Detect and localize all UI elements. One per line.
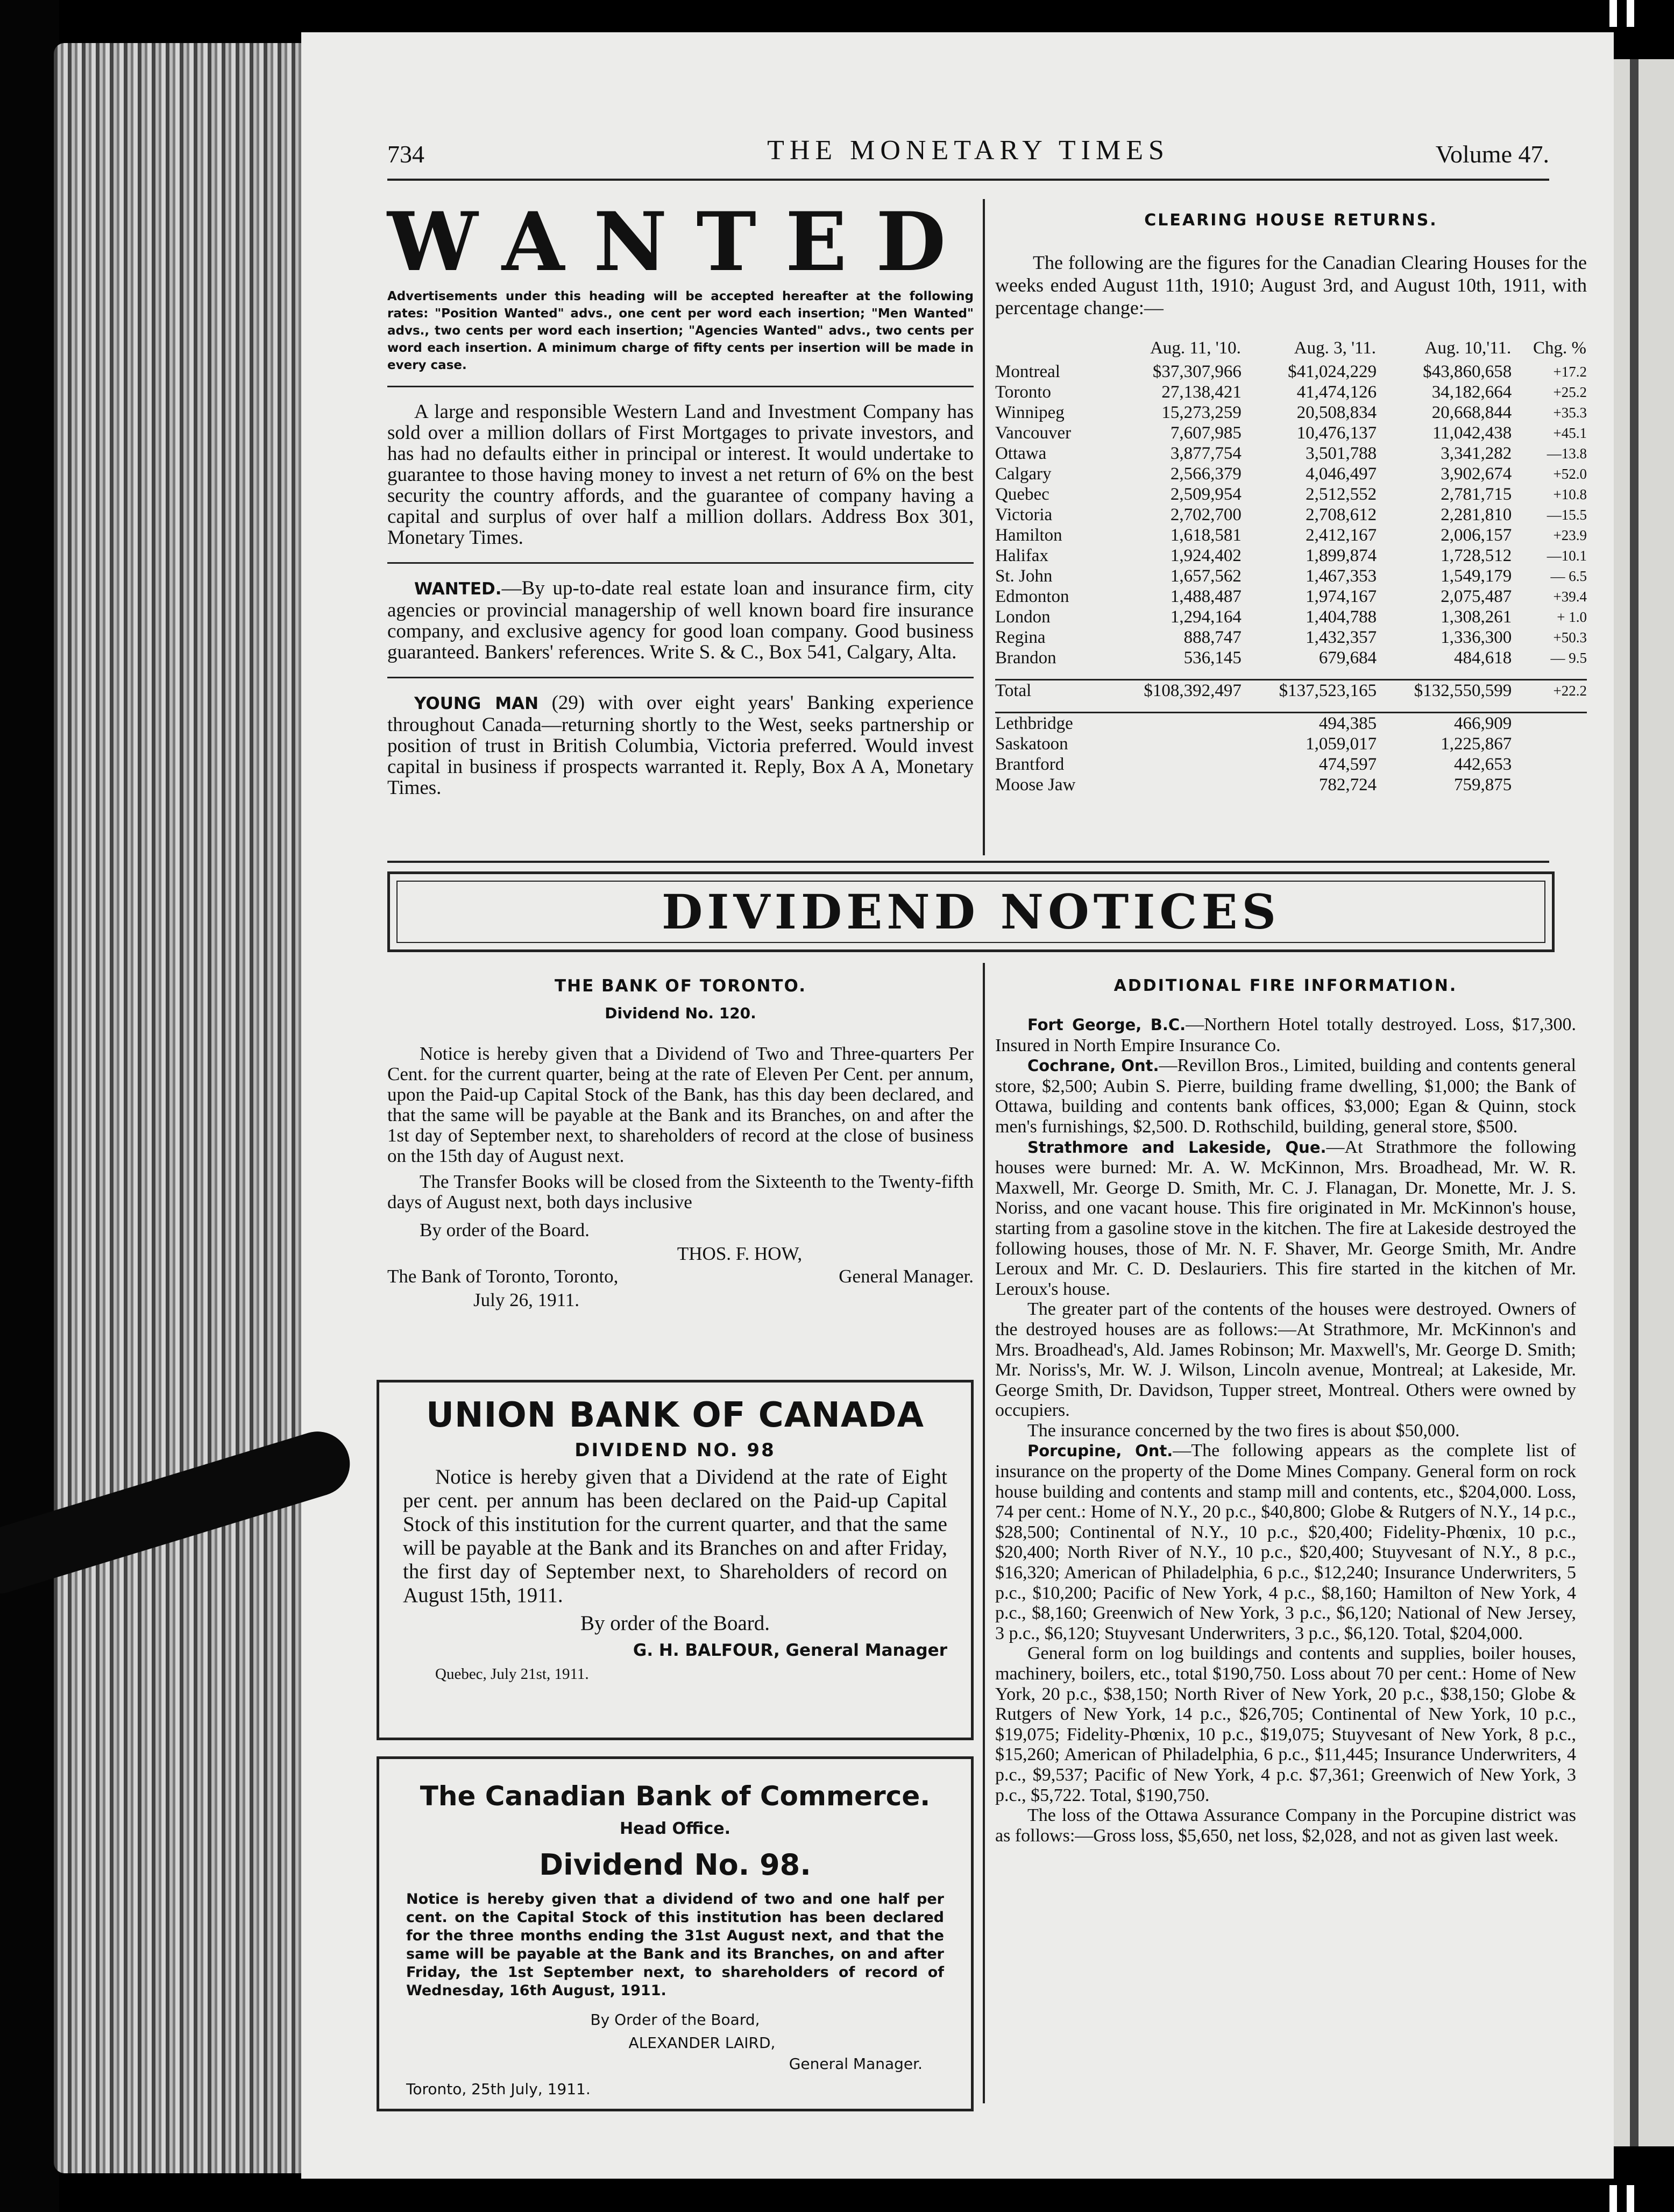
city-cell: Hamilton <box>995 526 1062 545</box>
value-cell: 10,476,137 <box>1296 423 1377 443</box>
place-lead: Fort George, B.C. <box>1027 1016 1186 1034</box>
ad-young-man <box>387 692 974 798</box>
value-cell: 1,336,300 <box>1441 628 1512 647</box>
table-row <box>995 775 1587 795</box>
table-row <box>995 443 1587 464</box>
value-cell <box>1106 754 1242 775</box>
table-row <box>995 566 1587 586</box>
value-cell: 1,225,867 <box>1441 734 1512 754</box>
volume-label: Volume 47. <box>1435 140 1549 168</box>
ad-lead: WANTED. <box>414 579 502 599</box>
toronto-signature-line <box>387 1266 974 1287</box>
divider <box>387 677 974 678</box>
value-cell: 2,075,487 <box>1441 587 1512 606</box>
next-page-sliver <box>1614 59 1674 2146</box>
value-cell: 3,501,788 <box>1306 444 1377 463</box>
value-cell: 1,308,261 <box>1441 607 1512 627</box>
value-cell: 484,618 <box>1453 648 1512 668</box>
value-cell: — 9.5 <box>1550 650 1587 666</box>
city-cell: Total <box>995 681 1032 700</box>
toronto-signer: THOS. F. HOW, <box>677 1243 803 1264</box>
clearing-house-section <box>995 211 1587 795</box>
fire-strathmore <box>995 1137 1576 1300</box>
value-cell: 1,432,357 <box>1306 628 1377 647</box>
commerce-signer: ALEXANDER LAIRD, <box>628 2034 776 2052</box>
clearing-table <box>995 337 1587 795</box>
city-cell: Ottawa <box>995 444 1047 463</box>
banner-inner-border <box>396 881 1545 943</box>
table-row <box>995 402 1587 423</box>
table-row <box>995 382 1587 402</box>
journal-title: THE MONETARY TIMES <box>767 135 1169 166</box>
city-cell: Winnipeg <box>995 403 1065 422</box>
toronto-place: The Bank of Toronto, Toronto, <box>387 1266 619 1287</box>
value-cell <box>1106 775 1242 795</box>
value-cell: 3,877,754 <box>1170 444 1242 463</box>
city-cell: St. John <box>995 566 1053 586</box>
table-row <box>995 586 1587 607</box>
city-cell: Toronto <box>995 382 1052 402</box>
fire-text: —The following appears as the complete list of insurance on the property of the Dome Mines Company. General form on rock house building and contents and stamp mill and contents, etc., $204,000. Loss, 74 per cent.: Home of N.Y., 20 p.c., $40,800; Globe & Rutgers of N.Y., 14 p.c., $28,500; Continental of N.Y., 10 p.c., $20,400; Fidelity-Phœnix, 10 p.c., $20,400; North River of N.Y., 10 p.c., $20,400; Stuyvesant of N.Y., 8 p.c., $16,320; American of Philadelphia, 6 p.c., $12,240; Insurance Underwriters, 5 p.c., $10,200; Pacific of New York, 4 p.c., $8,160; Hamilton of New York, 4 p.c., $8,160; Greenwich of New York, 3 p.c., $6,120; National of New Jersey, 3 p.c., $6,120; Stuyvesant Underwriters, 3 p.c., $6,120. Total, $204,000. <box>995 1441 1576 1643</box>
value-cell: 3,902,674 <box>1441 464 1512 484</box>
value-cell: 1,728,512 <box>1441 546 1512 565</box>
fire-log-buildings: General form on log buildings and contents and supplies, boiler houses, machinery, boilers, etc., total $190,750. Loss about 70 per cent.: Home of New York, 20 p.c., $38,150; North River of New York, 20 p.c., $38,150; Globe & Rutgers of New York, 14 p.c., $26,705; Continental of New York, 10 p.c., $19,075; Fidelity-Phœnix, 10 p.c., $19,075; Stuyvesant of New York, 8 p.c., $15,260; American of Philadelphia, 6 p.c., $11,445; Insurance Underwriters, 4 p.c., $9,537; Pacific of New York, 4 p.c. $7,361; Greenwich of New York, 3 p.c., $5,722. Total, $190,750. <box>995 1643 1576 1805</box>
value-cell: +45.1 <box>1553 425 1587 441</box>
spacer-row <box>995 701 1587 713</box>
value-cell: $43,860,658 <box>1423 362 1512 381</box>
value-cell: 2,281,810 <box>1441 505 1512 524</box>
city-cell: Victoria <box>995 505 1053 524</box>
table-row <box>995 734 1587 754</box>
value-cell: 2,509,954 <box>1170 485 1242 504</box>
table-row <box>995 754 1587 775</box>
column-header: Aug. 3, '11. <box>1294 338 1377 358</box>
toronto-para-1: Notice is hereby given that a Dividend of Two and Three-quarters Per Cent. for the current quarter, being at the rate of Eleven Per Cent. per annum, upon the Paid-up Capital Stock of the Bank, has this day been declared, and that the same will be payable at the Bank and its Branches, on and after the 1st day of September next, to shareholders of record at the close of business on the 15th day of August next. <box>387 1043 974 1166</box>
value-cell: 466,909 <box>1453 714 1512 733</box>
value-cell: 20,668,844 <box>1431 403 1512 422</box>
fire-text: —Revillon Bros., Limited, building and contents general store, $2,500; Aubin S. Pierre, building frame dwelling, $1,000; the Bank of Ottawa, building and contents bank offices, $3,000; Egan & Quinn, stock men's furnishings, $2,500. D. Rothschild, building, general store, $500. <box>995 1055 1576 1137</box>
column-divider-bottom <box>983 963 985 2103</box>
value-cell: 494,385 <box>1318 714 1377 733</box>
value-cell: +39.4 <box>1553 589 1587 605</box>
value-cell: 11,042,438 <box>1432 423 1512 443</box>
city-cell: Lethbridge <box>995 714 1073 733</box>
page-header <box>387 134 1549 172</box>
value-cell: —15.5 <box>1547 507 1587 523</box>
value-cell: $108,392,497 <box>1144 681 1242 700</box>
union-bank-notice <box>377 1380 974 1740</box>
fire-heading: ADDITIONAL FIRE INFORMATION. <box>1113 976 1458 995</box>
city-cell: Regina <box>995 628 1046 647</box>
value-cell: 1,924,402 <box>1170 546 1242 565</box>
ad-lead: YOUNG MAN <box>414 694 539 713</box>
value-cell <box>1106 734 1242 754</box>
toronto-notice <box>387 976 974 1310</box>
table-row <box>995 648 1587 668</box>
value-cell: 1,059,017 <box>1306 734 1377 754</box>
city-cell: Vancouver <box>995 423 1072 443</box>
fire-text: —Northern Hotel totally destroyed. Loss, $17,300. Insured in North Empire Insurance Co. <box>995 1015 1577 1055</box>
city-cell: Brandon <box>995 648 1056 668</box>
value-cell: +50.3 <box>1553 629 1587 646</box>
table-row <box>995 361 1587 382</box>
value-cell: $37,307,966 <box>1152 362 1242 381</box>
value-cell: —10.1 <box>1547 548 1587 564</box>
divider <box>387 562 974 564</box>
value-cell: $137,523,165 <box>1279 681 1377 700</box>
fire-insurance-total: The insurance concerned by the two fires is about $50,000. <box>1027 1420 1460 1441</box>
place-lead: Cochrane, Ont. <box>1027 1057 1159 1075</box>
column-header: Aug. 11, '10. <box>1150 338 1241 358</box>
value-cell: — 6.5 <box>1550 568 1587 584</box>
place-lead: Strathmore and Lakeside, Que. <box>1027 1138 1327 1157</box>
commerce-role: General Manager. <box>789 2055 923 2073</box>
city-cell: Saskatoon <box>995 734 1068 754</box>
value-cell: 1,899,874 <box>1306 546 1377 565</box>
page-number: 734 <box>387 140 424 168</box>
film-mark-top <box>1604 0 1642 27</box>
value-cell: 1,549,179 <box>1441 566 1512 586</box>
clearing-intro: The following are the figures for the Canadian Clearing Houses for the weeks ended August 11th, 1910; August 3rd, and August 10th, 1911, with percentage change:— <box>995 252 1587 318</box>
value-cell: —13.8 <box>1547 445 1587 462</box>
value-cell: $132,550,599 <box>1414 681 1512 700</box>
ad-western-land: A large and responsible Western Land and Investment Company has sold over a million dollars of First Mortgages to private investors, and has had no defaults either in principal or interest. It would undertake to guarantee to those having money to invest a net return of 6% on the best security the country affords, and the guarantee of company having a capital and surplus of over half a million dollars. Address Box 301, Monetary Times. <box>387 401 974 549</box>
value-cell: 4,046,497 <box>1306 464 1377 484</box>
fire-fort-george <box>995 1015 1576 1055</box>
value-cell: 442,653 <box>1453 755 1512 774</box>
value-cell: 7,607,985 <box>1170 423 1242 443</box>
clearing-heading: CLEARING HOUSE RETURNS. <box>1144 211 1438 230</box>
union-date: Quebec, July 21st, 1911. <box>435 1665 589 1683</box>
toronto-para-2: The Transfer Books will be closed from the Sixteenth to the Twenty-fifth days of August next, both days inclusive <box>387 1171 974 1213</box>
film-mark-bottom <box>1604 2185 1642 2212</box>
table-row <box>995 627 1587 648</box>
table-row <box>995 505 1587 525</box>
value-cell: 679,684 <box>1318 648 1377 668</box>
commerce-bank-notice <box>377 1756 974 2111</box>
fire-information-section <box>995 976 1576 1846</box>
commerce-title: The Canadian Bank of Commerce. <box>420 1781 931 1812</box>
ad-text: —By up-to-date real estate loan and insurance firm, city agencies or provincial managership of well known board fire insurance company, and exclusive agency for good loan company. Good business guaranteed. Bankers' references. Write S. & C., Box 541, Calgary, Alta. <box>387 577 974 663</box>
fire-cochrane <box>995 1055 1576 1137</box>
value-cell: 2,006,157 <box>1441 526 1512 545</box>
union-dividend: DIVIDEND NO. 98 <box>574 1440 776 1461</box>
toronto-title: THE BANK OF TORONTO. <box>554 976 807 996</box>
table-row <box>995 423 1587 443</box>
value-cell: 3,341,282 <box>1441 444 1512 463</box>
place-lead: Porcupine, Ont. <box>1027 1442 1173 1461</box>
divider <box>387 386 974 387</box>
wanted-section <box>387 195 975 799</box>
column-header <box>995 337 1106 361</box>
value-cell: 1,657,562 <box>1170 566 1242 586</box>
fire-ottawa-assurance: The loss of the Ottawa Assurance Company in the Porcupine district was as follows:—Gross loss, $5,650, net loss, $2,028, and not as given last week. <box>995 1805 1576 1846</box>
table-row <box>995 484 1587 505</box>
toronto-role: General Manager. <box>839 1266 974 1287</box>
value-cell: 1,467,353 <box>1306 566 1377 586</box>
spacer-row <box>995 668 1587 680</box>
ad-insurance-firm <box>387 578 974 663</box>
value-cell: 41,474,126 <box>1296 382 1377 402</box>
value-cell: +23.9 <box>1553 527 1587 543</box>
book-page-edges <box>54 43 307 2173</box>
column-header: Chg. % <box>1533 338 1586 358</box>
toronto-order: By order of the Board. <box>420 1220 590 1240</box>
value-cell: 27,138,421 <box>1161 382 1242 402</box>
commerce-date: Toronto, 25th July, 1911. <box>406 2080 591 2098</box>
wanted-rates: Advertisements under this heading will be accepted hereafter at the following rates: "Position Wanted" advs., one cent per word each insertion; "Men Wanted" advs., two cents per word each insertion; "Agencies Wanted" advs., two cents per word each insertion. A minimum charge of fifty cents per insertion will be made in every case. <box>387 289 974 372</box>
value-cell: 759,875 <box>1453 775 1512 795</box>
city-cell: Montreal <box>995 362 1060 381</box>
city-cell: Brantford <box>995 755 1065 774</box>
table-row <box>995 525 1587 545</box>
value-cell: 1,404,788 <box>1306 607 1377 627</box>
commerce-office: Head Office. <box>619 1819 731 1838</box>
value-cell: 1,294,164 <box>1170 607 1242 627</box>
section-rule <box>387 861 1549 863</box>
value-cell: 782,724 <box>1318 775 1377 795</box>
union-title: UNION BANK OF CANADA <box>426 1395 924 1435</box>
city-cell: Moose Jaw <box>995 775 1076 795</box>
value-cell: + 1.0 <box>1557 609 1587 625</box>
commerce-dividend: Dividend No. 98. <box>539 1848 811 1882</box>
union-order: By order of the Board. <box>580 1612 770 1635</box>
fire-porcupine <box>995 1441 1576 1643</box>
value-cell: 2,708,612 <box>1306 505 1377 524</box>
fire-contents: The greater part of the contents of the houses were destroyed. Owners of the destroyed houses are as follows:—At Strathmore, Mr. McKinnon's and Mrs. Broadhead's, Ald. James Robinson; Mr. Maxwell's, Mr. George D. Smith; Mr. Noriss's, Mr. W. J. Wilson, Lincoln avenue, Montreal; at Lakeside, Mr. George Smith, Dr. Davidson, Tupper street, Montreal. Others were owned by occupiers. <box>995 1299 1576 1421</box>
value-cell: +25.2 <box>1553 384 1587 400</box>
table-row <box>995 464 1587 484</box>
fire-text: —At Strathmore the following houses were burned: Mr. A. W. McKinnon, Mrs. Broadhead, Mr. W. R. Maxwell, Mr. George D. Smith, Mr. C. J. Flanagan, Dr. Monette, Mr. J. S. Noriss, and one vacant house. This fire originated in Mr. McKinnon's house, starting from a gasoline stove in the kitchen. The fire at Lakeside destroyed the following houses, those of Mr. N. F. Shaver, Mr. George Smith, Mr. Andre Leroux and Mr. C. D. Deslauriers. This fire started in the kitchen of Mr. Leroux's house. <box>995 1137 1576 1299</box>
value-cell <box>1106 713 1242 734</box>
value-cell: 2,781,715 <box>1441 485 1512 504</box>
value-cell: +17.2 <box>1553 364 1587 380</box>
value-cell: +22.2 <box>1553 683 1587 699</box>
toronto-dividend: Dividend No. 120. <box>605 1004 756 1022</box>
value-cell: +35.3 <box>1553 405 1587 421</box>
scan-shadow <box>0 0 59 2212</box>
banner-title: DIVIDEND NOTICES <box>661 884 1281 940</box>
wanted-heading: WANTED <box>387 195 975 289</box>
total-row <box>995 680 1587 701</box>
city-cell: Edmonton <box>995 587 1069 606</box>
value-cell: 15,273,259 <box>1161 403 1242 422</box>
value-cell: +10.8 <box>1553 486 1587 502</box>
value-cell: 2,566,379 <box>1170 464 1242 484</box>
value-cell: +52.0 <box>1553 466 1587 482</box>
value-cell: 20,508,834 <box>1296 403 1377 422</box>
dividend-notices-banner <box>387 871 1555 952</box>
value-cell: $41,024,229 <box>1288 362 1377 381</box>
column-divider-top <box>983 199 985 855</box>
city-cell: London <box>995 607 1051 627</box>
column-header: Aug. 10,'11. <box>1424 338 1512 358</box>
value-cell: 34,182,664 <box>1431 382 1512 402</box>
commerce-order: By Order of the Board, <box>590 2011 760 2029</box>
city-cell: Halifax <box>995 546 1048 565</box>
city-cell: Quebec <box>995 485 1049 504</box>
value-cell: 2,702,700 <box>1170 505 1242 524</box>
value-cell: 2,512,552 <box>1306 485 1377 504</box>
value-cell: 1,618,581 <box>1170 526 1242 545</box>
city-cell: Calgary <box>995 464 1052 484</box>
union-para: Notice is hereby given that a Dividend at the rate of Eight per cent. per annum has been declared on the Paid-up Capital Stock of this institution for the current quarter, and that the same will be payable at the Bank and its Branches on and after Friday, the first day of September next, to Shareholders of record on August 15th, 1911. <box>403 1465 947 1607</box>
toronto-date: July 26, 1911. <box>473 1289 580 1310</box>
commerce-para: Notice is hereby given that a dividend of two and one half per cent. on the Capital Stock of this institution has been declared for the three months ending the 31st August next, and that the same will be payable at the Bank and its Branches, on and after Friday, the 1st September next, to shareholders of record of Wednesday, 16th August, 1911. <box>406 1891 944 1999</box>
ad-text: (29) with over eight years' Banking experience throughout Canada—returning shortly to the West, seeks partnership or position of trust in British Columbia, Victoria preferred. Would invest capital in business if prospects warranted it. Reply, Box A A, Monetary Times. <box>387 692 974 799</box>
header-rule <box>387 179 1549 181</box>
value-cell: 2,412,167 <box>1306 526 1377 545</box>
value-cell: 1,488,487 <box>1170 587 1242 606</box>
value-cell: 536,145 <box>1183 648 1242 668</box>
table-row <box>995 713 1587 734</box>
value-cell: 474,597 <box>1318 755 1377 774</box>
table-row <box>995 607 1587 627</box>
table-row <box>995 545 1587 566</box>
union-signer: G. H. BALFOUR, General Manager <box>633 1641 947 1660</box>
value-cell: 1,974,167 <box>1306 587 1377 606</box>
value-cell: 888,747 <box>1183 628 1242 647</box>
